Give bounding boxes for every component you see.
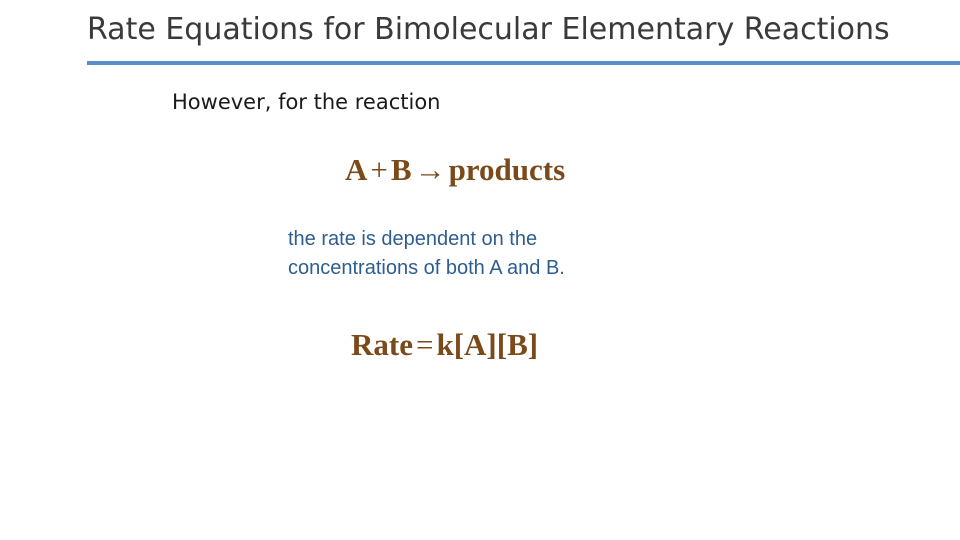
explanation-line-2: concentrations of both A and B. [288, 257, 565, 279]
explanation-text [288, 225, 688, 283]
intro-text: However, for the reaction [172, 90, 441, 114]
explanation-line-1: the rate is dependent on the [288, 228, 538, 250]
rate-rhs: k[A][B] [436, 327, 539, 362]
equals-sign: = [415, 327, 434, 362]
reaction-equation [345, 152, 565, 188]
rate-lhs: Rate [351, 327, 413, 362]
slide-title: Rate Equations for Bimolecular Elementary Reactions [87, 12, 890, 47]
reaction-arrow: → [414, 152, 446, 187]
reaction-products: products [448, 152, 566, 187]
plus-sign: + [370, 152, 388, 187]
reactant-a: A [345, 152, 368, 187]
title-underline [87, 61, 960, 65]
rate-law-equation [351, 327, 538, 363]
reactant-b: B [390, 152, 412, 187]
